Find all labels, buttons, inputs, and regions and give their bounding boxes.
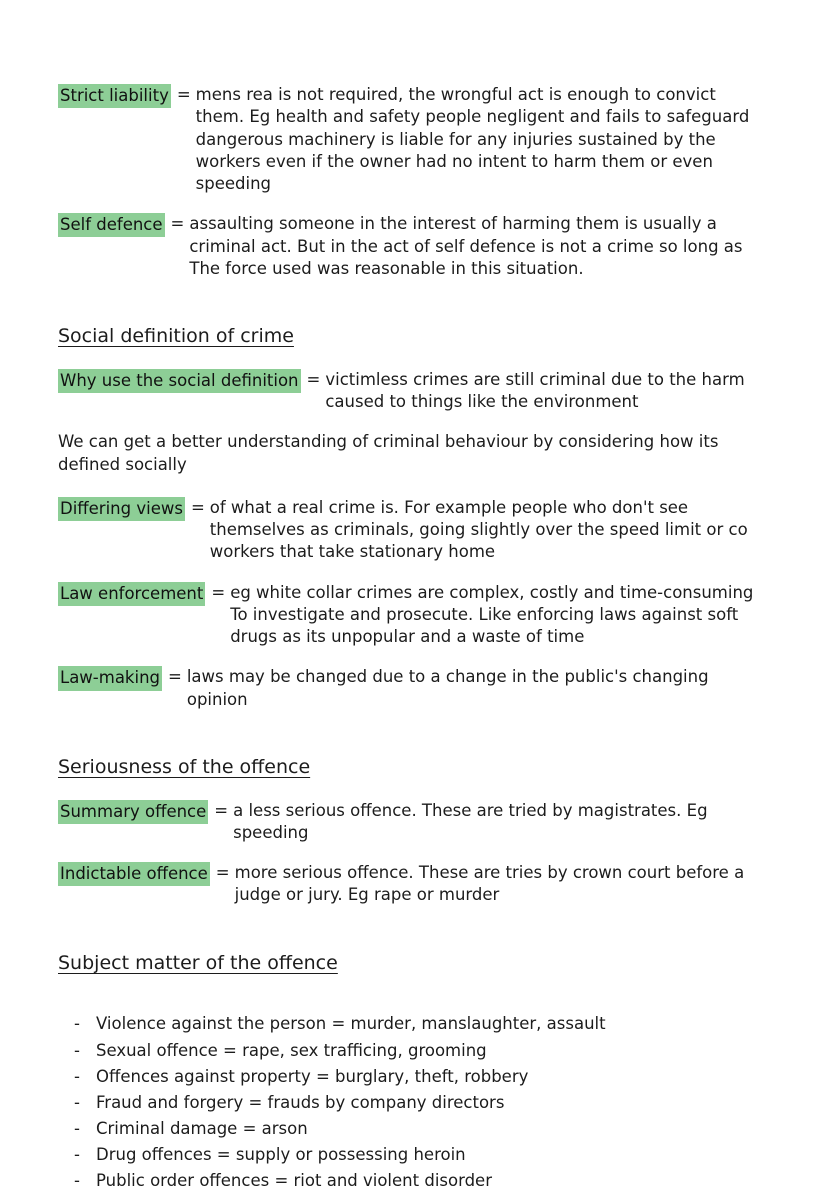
definition-text: laws may be changed due to a change in the public's changing opinion <box>186 667 709 709</box>
highlighted-term: Self defence <box>58 213 165 237</box>
equals-sign: = <box>170 214 185 234</box>
bullet-marker: - <box>74 1092 80 1112</box>
list-item-text: Violence against the person = murder, manslaughter, assault <box>96 1014 606 1034</box>
equals-sign: = <box>190 497 205 517</box>
bullet-marker: - <box>74 1144 80 1164</box>
definition-text: a less serious offence. These are tried by magistrates. Eg speeding <box>233 800 708 842</box>
bullet-marker: - <box>74 1014 80 1034</box>
definition-entry <box>58 497 770 564</box>
definition-text: eg white collar crimes are complex, costly and time-consuming To investigate and prosecute. Like enforcing laws against soft drugs as its unpopular and a waste of time <box>230 582 754 647</box>
equals-sign: = <box>211 582 226 602</box>
equals-sign: = <box>214 800 229 820</box>
offence-list <box>58 1011 770 1193</box>
section-social <box>58 298 770 369</box>
list-item <box>58 1116 770 1142</box>
definition-text: of what a real crime is. For example people who don't see themselves as criminals, going slightly over the speed limit or co workers that take stationary home <box>209 497 748 562</box>
definition-entry <box>58 666 770 711</box>
list-item <box>58 1168 770 1194</box>
list-item-text: Public order offences = riot and violent disorder <box>96 1170 492 1190</box>
section-heading: Social definition of crime <box>58 325 294 348</box>
definition-entry <box>58 800 770 845</box>
definition-entry <box>58 369 770 414</box>
list-item <box>58 1038 770 1064</box>
list-item-text: Sexual offence = rape, sex trafficing, grooming <box>96 1040 487 1060</box>
bullet-marker: - <box>74 1040 80 1060</box>
list-item <box>58 1011 770 1037</box>
highlighted-term: Law enforcement <box>58 582 205 606</box>
bullet-marker: - <box>74 1118 80 1138</box>
highlighted-term: Strict liability <box>58 84 171 108</box>
list-item-text: Offences against property = burglary, theft, robbery <box>96 1066 529 1086</box>
section-subject-matter <box>58 925 770 996</box>
definition-entry <box>58 862 770 907</box>
highlighted-term: Indictable offence <box>58 862 210 886</box>
definition-text: more serious offence. These are tries by crown court before a judge or jury. Eg rape or murder <box>234 863 745 905</box>
highlighted-term: Summary offence <box>58 800 208 824</box>
bullet-marker: - <box>74 1066 80 1086</box>
section-heading: Subject matter of the offence <box>58 951 338 974</box>
section-seriousness <box>58 729 770 800</box>
equals-sign: = <box>176 85 191 104</box>
definition-text: mens rea is not required, the wrongful act is enough to convict them. Eg health and safety people negligent and fails to safeguard dangerous machinery is liable for any injuries sustained by the workers even if the owner had no intent to harm them or even speeding <box>195 85 750 194</box>
section-heading: Seriousness of the offence <box>58 756 311 778</box>
definition-entry <box>58 582 770 649</box>
equals-sign: = <box>215 863 230 883</box>
body-paragraph: We can get a better understanding of criminal behaviour by considering how its defined socially <box>58 432 719 475</box>
list-item-text: Criminal damage = arson <box>96 1118 308 1138</box>
bullet-marker: - <box>74 1170 80 1190</box>
list-item-text: Drug offences = supply or possessing heroin <box>96 1144 466 1164</box>
list-item-text: Fraud and forgery = frauds by company directors <box>96 1092 505 1112</box>
list-item <box>58 1090 770 1116</box>
equals-sign: = <box>168 667 182 687</box>
list-item <box>58 1142 770 1168</box>
definition-entry <box>58 84 770 195</box>
definition-entry <box>58 213 770 280</box>
highlighted-term: Law-making <box>58 666 162 690</box>
list-item <box>58 1064 770 1090</box>
definition-text: victimless crimes are still criminal due to the harm caused to things like the environment <box>325 369 745 412</box>
highlighted-term: Differing views <box>58 497 185 521</box>
highlighted-term: Why use the social definition <box>58 369 301 393</box>
equals-sign: = <box>306 369 321 389</box>
definition-text: assaulting someone in the interest of harming them is usually a criminal act. But in the act of self defence is not a crime so long as The force used was reasonable in this situation. <box>189 214 743 278</box>
